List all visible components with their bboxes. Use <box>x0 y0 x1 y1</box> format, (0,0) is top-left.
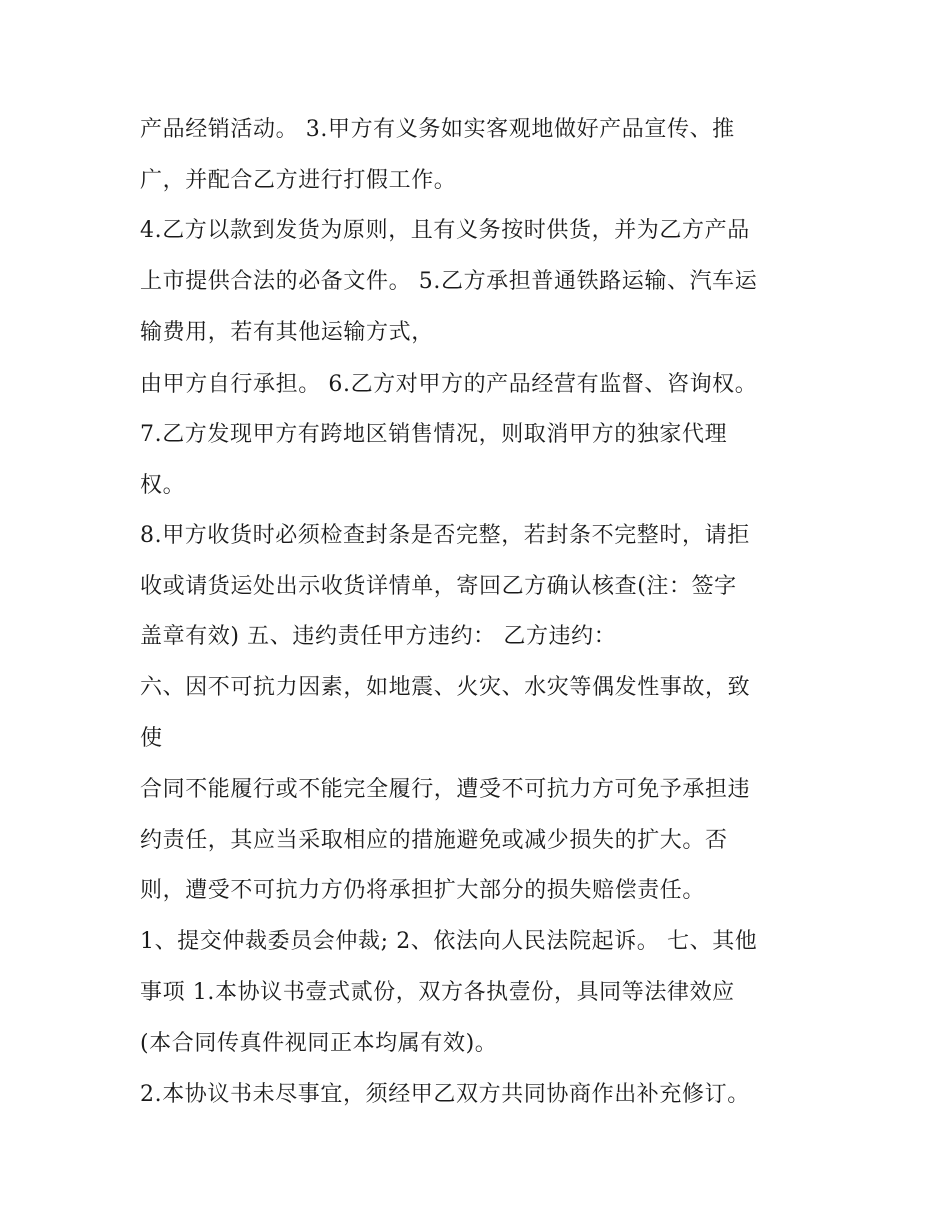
text-line: 合同不能履行或不能完全履行，遭受不可抗力方可免予承担违 <box>140 777 751 802</box>
text-line: 盖章有效) 五、违约责任甲方违约： 乙方违约： <box>140 624 617 649</box>
text-line: 使 <box>140 726 163 751</box>
text-line: 权。 <box>140 473 186 498</box>
text-line: 六、因不可抗力因素，如地震、火灾、水灾等偶发性事故，致 <box>140 675 751 700</box>
text-line: 4.乙方以款到发货为原则，且有义务按时供货，并为乙方产品 <box>140 218 750 243</box>
text-line: 收或请货运处出示收货详情单，寄回乙方确认核查(注：签字 <box>140 574 737 599</box>
text-line: 上市提供合法的必备文件。 5.乙方承担普通铁路运输、汽车运 <box>140 269 758 294</box>
text-line: 输费用，若有其他运输方式， <box>140 320 434 345</box>
text-line: 广，并配合乙方进行打假工作。 <box>140 168 457 193</box>
text-line: 则，遭受不可抗力方仍将承担扩大部分的损失赔偿责任。 <box>140 878 706 903</box>
text-line: 约责任，其应当采取相应的措施避免或减少损失的扩大。否 <box>140 828 728 853</box>
text-line: 8.甲方收货时必须检查封条是否完整，若封条不完整时，请拒 <box>140 523 750 548</box>
text-line: 由甲方自行承担。 6.乙方对甲方的产品经营有监督、咨询权。 <box>140 372 758 397</box>
text-line: 7.乙方发现甲方有跨地区销售情况，则取消甲方的独家代理 <box>140 422 728 447</box>
text-line: 2.本协议书未尽事宜，须经甲乙双方共同协商作出补充修订。 <box>140 1082 750 1107</box>
text-line: 产品经销活动。 3.甲方有义务如实客观地做好产品宣传、推 <box>140 117 735 142</box>
text-line: (本合同传真件视同正本均属有效)。 <box>140 1031 498 1056</box>
text-line: 事项 1.本协议书壹式贰份，双方各执壹份，具同等法律效应 <box>140 980 735 1005</box>
text-line: 1、提交仲裁委员会仲裁; 2、依法向人民法院起诉。 七、其他 <box>140 929 758 954</box>
